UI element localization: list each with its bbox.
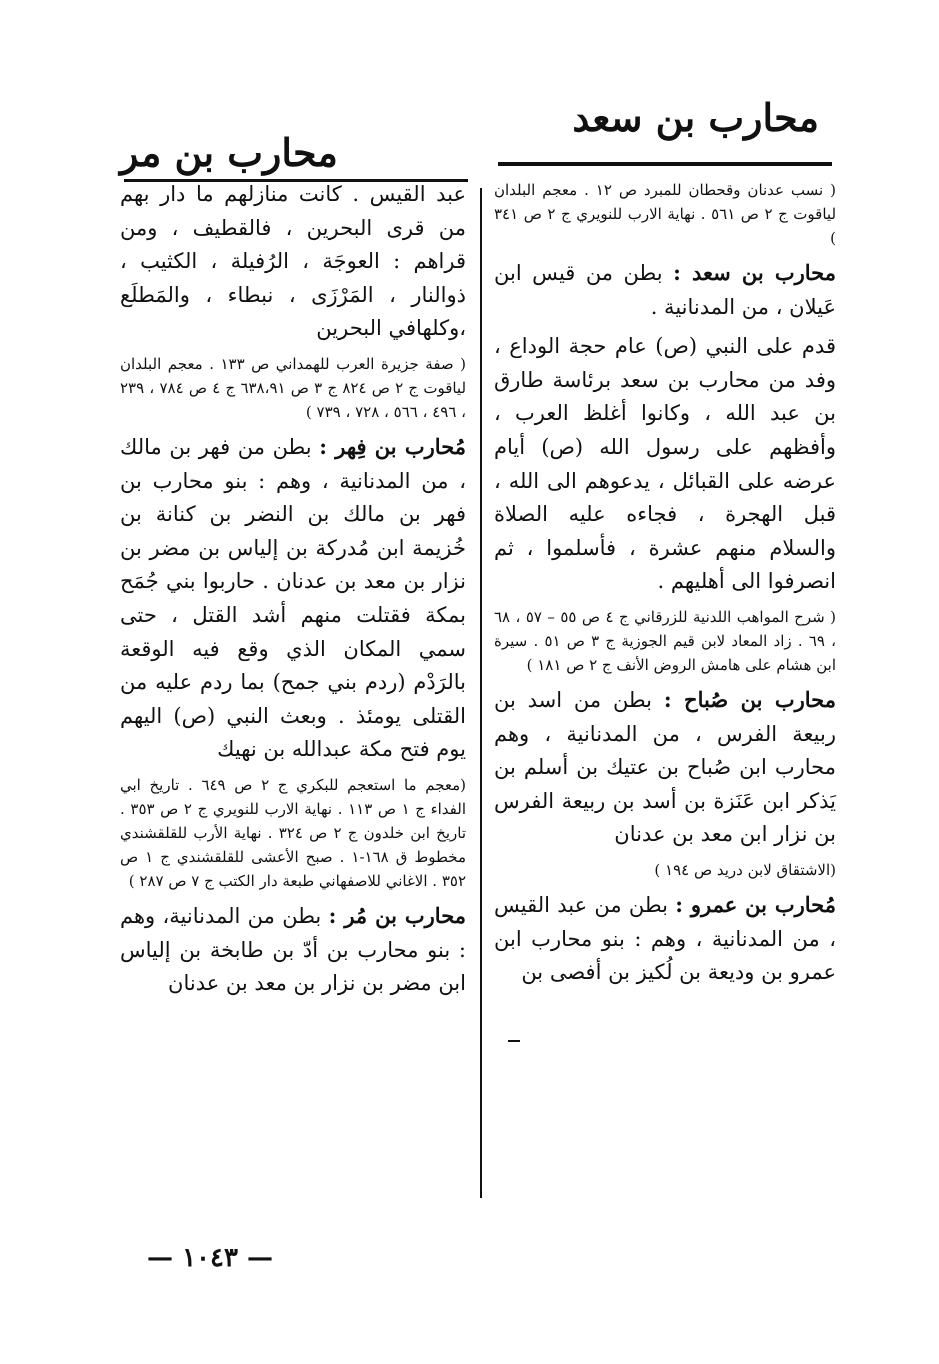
entry-text: بطن من قيس ابن عَيلان ، من المدنانية . (494, 261, 836, 319)
entry-text: بطن من عبد القيس ، من المدنانية ، وهم : بنو محارب ابن عمرو بن وديعة بن لُكيز بن أفصى بن (494, 892, 836, 985)
entry-heading: محارب بن سعد : (673, 260, 836, 285)
entry (120, 899, 466, 1001)
entry-paragraph: قدم على النبي (ص) عام حجة الوداع ، وفد من محارب بن سعد برئاسة طارق بن عبد الله ، وكانوا أغلظ العرب ، وأفظهم على رسول الله (ص) أيام عرضه على القبائل ، يدعوهم الى الله ، قبل الهجرة ، فجاءه عليه الصلاة والسلام منهم عشرة ، فأسلموا ، ثم انصرفوا الى أهليهم . (494, 334, 836, 594)
reference-note: (معجم ما استعجم للبكري ج ٢ ص ٦٤٩ . تاريخ ابي الفداء ج ١ ص ١١٣ . نهاية الارب للنويري ج ٢ ص ٣٥٣ . تاريخ ابن خلدون ج ٢ ص ٣٢٤ . نهاية الأرب للقلقشندي مخطوط ق ١٦٨-١ . صبح الأعشى للقلقشندي ج ١ ص ٣٥٢ . الاغاني للاصفهاني طبعة دار الكتب ج ٧ ص ٢٨٧ ) (120, 775, 467, 890)
entry (494, 256, 836, 324)
left-column (120, 178, 466, 1007)
entry-heading: محارب بن صُباح : (663, 686, 836, 712)
entry-text: بطن من فهر بن مالك ، من المدنانية ، وهم : بنو محارب بن فهر بن مالك بن النضر بن كنانة بن خُزيمة ابن مُدركة بن إلياس بن مضر بن نزار بن معد بن عدنان . حاربوا بني جُمَح بمكة فقتلت منهم أشد القتل ، حتى سمي المكان الذي وقع فيه الوقعة بالرَدْم (ردم بني جمح) بما ردم عليه من القتلى يومئذ . وبعث النبي (ص) اليهم يوم فتح مكة عبدالله بن نهيك (120, 434, 466, 762)
entry (120, 430, 466, 767)
entry (494, 888, 836, 990)
entry (494, 683, 836, 852)
page-number: — ١٠٤٣ — (147, 1243, 273, 1273)
entry-heading: محارب بن مُر : (328, 902, 467, 928)
margin-dash-mark (508, 1040, 520, 1042)
header-rule-right (498, 162, 832, 166)
reference-note: ( شرح المواهب اللدنية للزرقاني ج ٤ ص ٥٥ – ٥٧ ، ٦٨ ، ٦٩ . زاد المعاد لابن قيم الجوزية ج ٣ ص ٥١ . سيرة ابن هشام على هامش الروض الأنف ج ٢ ص ١٨١ ) (494, 607, 837, 674)
reference-note: ( صفة جزيرة العرب للهمداني ص ١٣٣ . معجم البلدان لياقوت ج ٢ ص ٨٢٤ ج ٣ ص ٦٣٨،٩١ ج ٤ ص ٧٨٤ ، ٢٣٩ ، ٤٩٦ ، ٥٦٦ ، ٧٢٨ ، ٧٣٩ ) (120, 354, 467, 421)
reference-note: ( نسب عدنان وقحطان للمبرد ص ١٢ . معجم البلدان لياقوت ج ٢ ص ٥٦١ . نهاية الارب للنويري ج ٢ ص ٣٤١ ) (494, 181, 837, 247)
right-column (494, 178, 836, 996)
page-header-right: محارب بن سعد (572, 95, 819, 140)
reference-note: (الاشتقاق لابن دريد ص ١٩٤ ) (654, 860, 836, 879)
page-header-left: محارب بن مر (120, 130, 338, 175)
entry-paragraph: عبد القيس . كانت منازلهم ما دار بهم من قرى البحرين ، فالقطيف ، ومن قراهم : العوجَة ، الرُفيلة ، الكثيب ، ذوالنار ، المَرْزَى ، نبطاء ، والمَطلَع ،وكلهافي البحرين (120, 182, 466, 341)
entry-text: بطن من اسد بن ربيعة الفرس ، من المدنانية ، وهم محارب ابن صُباح بن عتيك بن أسلم بن يَذكر ابن عَنَزة بن أسد بن ربيعة الفرس بن نزار ابن معد بن عدنان (494, 687, 836, 847)
entry-heading: مُحارب بن فِهر : (319, 433, 466, 459)
entry-text: بطن من المدنانية، وهم : بنو محارب بن أدّ بن طابخة بن إلياس ابن مضر بن نزار بن معد بن عدنان (120, 903, 466, 996)
column-divider (480, 188, 482, 1198)
entry-heading: مُحارب بن عمرو : (675, 891, 836, 917)
